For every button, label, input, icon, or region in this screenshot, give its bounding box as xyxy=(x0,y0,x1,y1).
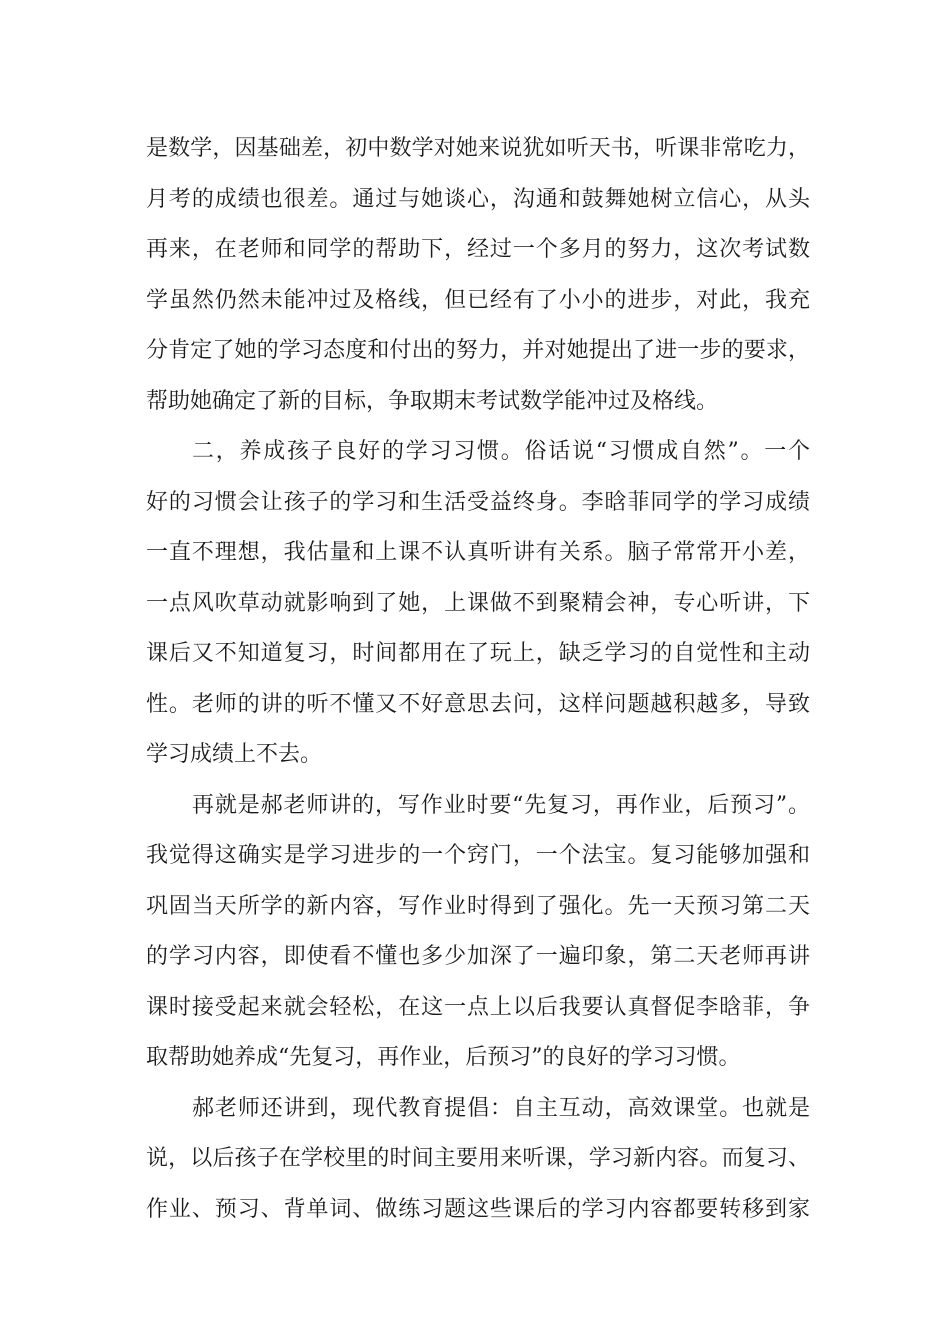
text-line: 学虽然仍然未能冲过及格线，但已经有了小小的进步，对此，我充 xyxy=(146,287,810,313)
text-line: 课时接受起来就会轻松，在这一点上以后我要认真督促李晗菲，争 xyxy=(146,994,810,1020)
text-line: 作业、预习、背单词、做练习题这些课后的学习内容都要转移到家 xyxy=(146,1196,810,1222)
text-line: 月考的成绩也很差。通过与她谈心，沟通和鼓舞她树立信心，从头 xyxy=(146,186,810,212)
text-line: 的学习内容，即使看不懂也多少加深了一遍印象，第二天老师再讲 xyxy=(146,944,810,969)
text-line: 郝老师还讲到，现代教育提倡：自主互动，高效课堂。也就是 xyxy=(192,1095,810,1121)
text-line: 一直不理想，我估量和上课不认真听讲有关系。脑子常常开小差， xyxy=(146,540,810,565)
text-line: 课后又不知道复习，时间都用在了玩上，缺乏学习的自觉性和主动 xyxy=(146,641,810,666)
text-line: 一点风吹草动就影响到了她，上课做不到聚精会神，专心听讲，下 xyxy=(146,590,810,616)
text-line: 巩固当天所学的新内容，写作业时得到了强化。先一天预习第二天 xyxy=(146,893,810,919)
document-body xyxy=(146,124,810,1235)
text-line: 二，养成孩子良好的学习习惯。俗话说“习惯成自然”。一个 xyxy=(192,439,810,464)
text-line: 好的习惯会让孩子的学习和生活受益终身。李晗菲同学的学习成绩 xyxy=(146,489,810,515)
text-line: 再就是郝老师讲的，写作业时要“先复习，再作业，后预习”。 xyxy=(192,792,810,818)
text-line: 帮助她确定了新的目标，争取期末考试数学能冲过及格线。 xyxy=(146,388,719,414)
text-line: 说，以后孩子在学校里的时间主要用来听课，学习新内容。而复习、 xyxy=(146,1146,810,1171)
text-line: 取帮助她养成“先复习，再作业，后预习”的良好的学习习惯。 xyxy=(146,1045,741,1070)
text-line: 是数学，因基础差，初中数学对她来说犹如听天书，听课非常吃力， xyxy=(146,136,810,161)
text-line: 性。老师的讲的听不懂又不好意思去问，这样问题越积越多，导致 xyxy=(146,691,810,717)
text-line: 学习成绩上不去。 xyxy=(146,742,323,767)
text-line: 我觉得这确实是学习进步的一个窍门，一个法宝。复习能够加强和 xyxy=(146,843,810,868)
text-line: 分肯定了她的学习态度和付出的努力，并对她提出了进一步的要求， xyxy=(146,338,810,363)
text-line: 再来，在老师和同学的帮助下，经过一个多月的努力，这次考试数 xyxy=(146,237,810,262)
